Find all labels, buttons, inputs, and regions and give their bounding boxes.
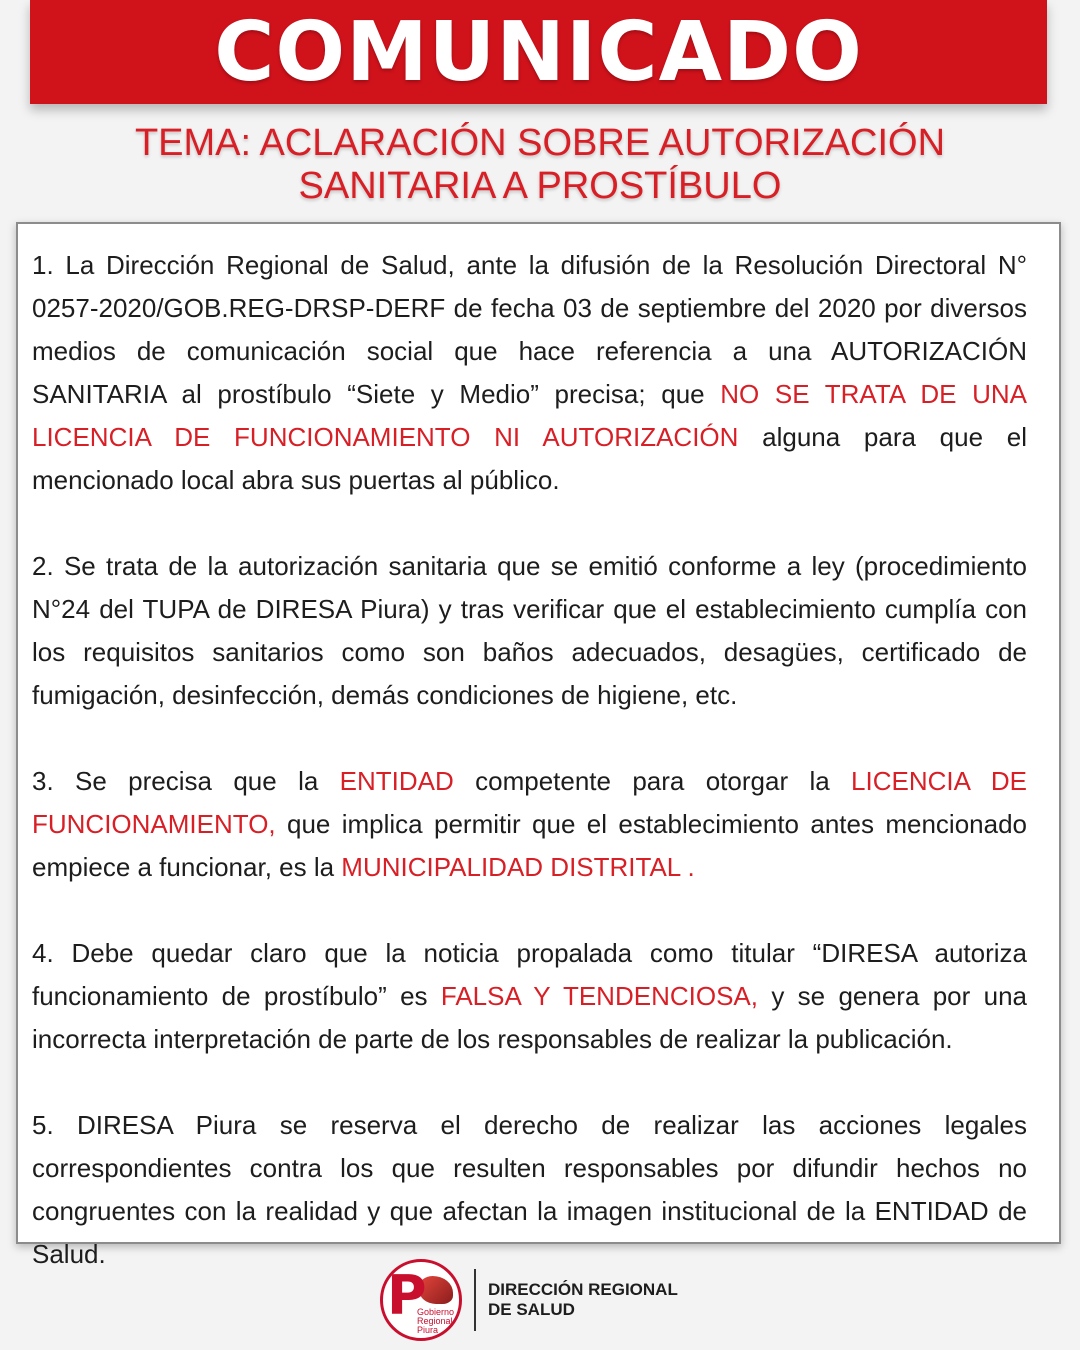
logo-caption-1: Gobierno [417,1307,455,1317]
organization-line-2: DE SALUD [488,1300,575,1319]
paragraph-3-text-mid2: que implica permitir que el establecimiento antes mencionado empiece a funcionar, es la [32,809,1027,882]
subject-heading [0,122,1080,208]
subject-line-2: SANITARIA A PROSTÍBULO [298,165,782,207]
paragraph-1-text-end: alguna para que el mencionado local abra sus puertas al público. [32,422,1028,495]
footer-divider [474,1269,476,1331]
header-banner [30,0,1047,104]
paragraph-4-highlight: FALSA Y TENDENCIOSA, [440,981,758,1011]
paragraph-3-text: 3. Se precisa que la [32,766,340,796]
paragraph-5-text: 5. DIRESA Piura se reserva el derecho de realizar las acciones legales correspondientes contra los que resulten responsables por difundir hechos no congruentes con la realidad y que afectan la imagen institucional de la ENTIDAD de Salud. [32,1110,1027,1269]
paragraph-2-text: 2. Se trata de la autorización sanitaria que se emitió conforme a ley (procedimiento N°24 del TUPA de DIRESA Piura) y tras verificar que el establecimiento cumplía con los requisitos sanitarios como son baños adecuados, desagües, certificado de fumigación, desinfección, demás condiciones de higiene, etc. [32,551,1027,710]
organization-line-1: DIRECCIÓN REGIONAL [488,1280,678,1299]
statement-box [16,222,1061,1269]
paragraph-1-highlight: NO SE TRATA DE UNA LICENCIA DE FUNCIONAMIENTO NI AUTORIZACIÓN [32,379,1027,452]
logo-caption [417,1308,454,1335]
footer [380,1258,678,1342]
paragraph-4-text-end: y se genera por una incorrecta interpretación de parte de los responsables de realizar la publicación. [32,981,1028,1054]
page-title: COMUNICADO [214,4,863,100]
paragraph-1 [32,244,1027,502]
paragraph-5 [32,1104,1027,1276]
logo-caption-3: Piura [417,1325,439,1335]
organization-name [488,1280,678,1320]
paragraph-3-text-mid: competente para otorgar la [453,766,852,796]
paragraph-3-highlight-municipality: MUNICIPALIDAD DISTRITAL . [341,852,695,882]
subject-line-1: TEMA: ACLARACIÓN SOBRE AUTORIZACIÓN [134,122,946,164]
paragraph-3 [32,760,1027,889]
logo-caption-2: Regional [417,1316,453,1326]
paragraph-4 [32,932,1027,1061]
logo-p-icon: P [387,1264,427,1327]
gobierno-regional-logo [380,1259,462,1341]
paragraph-1-text: 1. La Dirección Regional de Salud, ante la difusión de la Resolución Directoral N° 0257-2020/GOB.REG-DRSP-DERF de fecha 03 de septiembre del 2020 por diversos medios de comunicación social que hace referencia a una AUTORIZACIÓN SANITARIA al prostíbulo “Siete y Medio” precisa; que [32,250,1027,409]
paragraph-2 [32,545,1027,717]
paragraph-3-highlight-license: LICENCIA DE FUNCIONAMIENTO, [32,766,1027,839]
paragraph-4-text: 4. Debe quedar claro que la noticia propalada como titular “DIRESA autoriza funcionamiento de prostíbulo” es [32,938,1027,1011]
paragraph-3-highlight-entity: ENTIDAD [339,766,454,796]
